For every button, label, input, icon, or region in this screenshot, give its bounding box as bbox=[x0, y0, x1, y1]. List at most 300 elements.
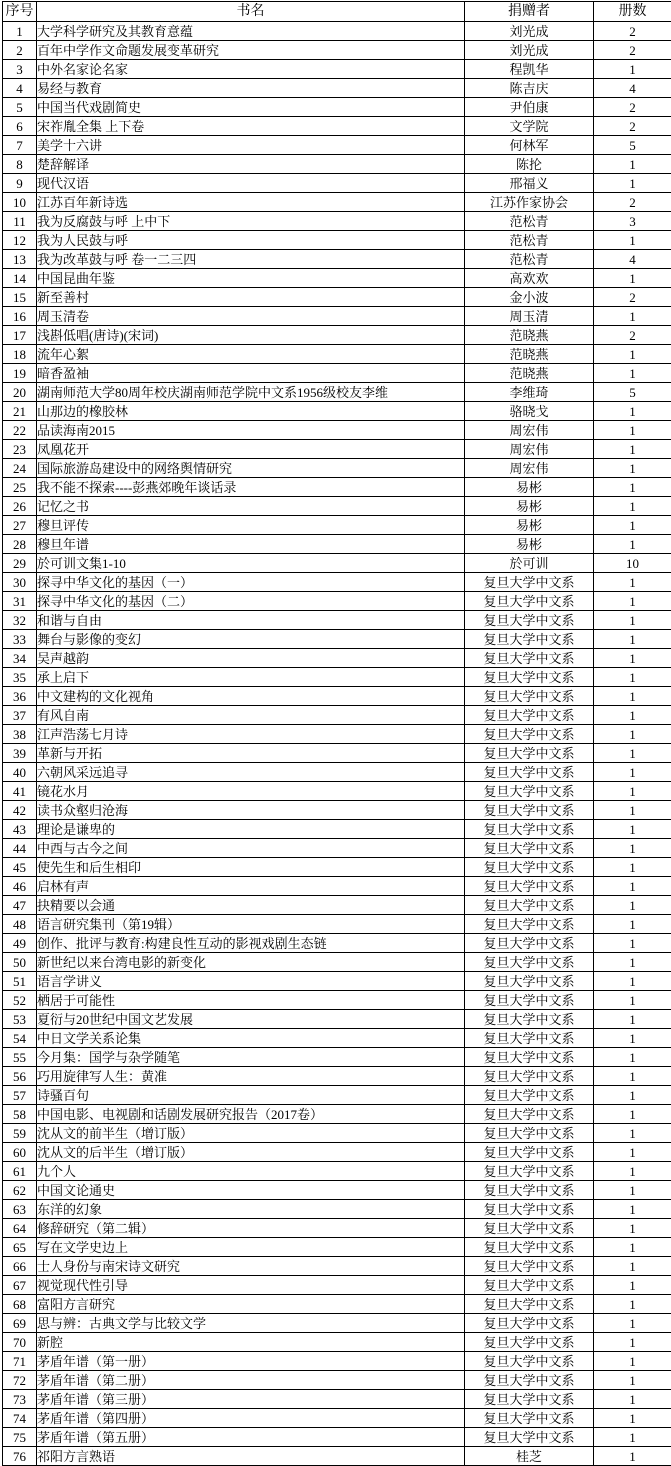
table-row bbox=[3, 1447, 671, 1466]
table-row bbox=[3, 1352, 671, 1371]
cell-serial: 58 bbox=[3, 1105, 37, 1124]
cell-donor: 复旦大学中文系 bbox=[465, 668, 594, 687]
table-row bbox=[3, 1086, 671, 1105]
cell-title: 易经与教育 bbox=[37, 79, 465, 98]
cell-count: 1 bbox=[594, 1124, 671, 1143]
table-row bbox=[3, 554, 671, 573]
cell-count: 5 bbox=[594, 136, 671, 155]
table-row bbox=[3, 1048, 671, 1067]
cell-serial: 27 bbox=[3, 516, 37, 535]
cell-serial: 59 bbox=[3, 1124, 37, 1143]
cell-serial: 51 bbox=[3, 972, 37, 991]
cell-donor: 李维琦 bbox=[465, 383, 594, 402]
cell-count: 1 bbox=[594, 1352, 671, 1371]
table-row bbox=[3, 288, 671, 307]
table-row bbox=[3, 117, 671, 136]
table-row bbox=[3, 478, 671, 497]
cell-title: 栖居于可能性 bbox=[37, 991, 465, 1010]
cell-count: 1 bbox=[594, 1257, 671, 1276]
cell-donor: 复旦大学中文系 bbox=[465, 1105, 594, 1124]
cell-serial: 19 bbox=[3, 364, 37, 383]
cell-donor: 江苏作家协会 bbox=[465, 193, 594, 212]
cell-serial: 25 bbox=[3, 478, 37, 497]
cell-count: 1 bbox=[594, 1390, 671, 1409]
cell-count: 1 bbox=[594, 1295, 671, 1314]
cell-title: 茅盾年谱（第四册） bbox=[37, 1409, 465, 1428]
table-row bbox=[3, 877, 671, 896]
table-row bbox=[3, 1143, 671, 1162]
cell-serial: 63 bbox=[3, 1200, 37, 1219]
table-row bbox=[3, 79, 671, 98]
cell-title: 大学科学研究及其教育意蕴 bbox=[37, 22, 465, 41]
cell-donor: 金小波 bbox=[465, 288, 594, 307]
cell-title: 茅盾年谱（第三册） bbox=[37, 1390, 465, 1409]
cell-serial: 10 bbox=[3, 193, 37, 212]
cell-donor: 范晓燕 bbox=[465, 364, 594, 383]
table-row bbox=[3, 896, 671, 915]
cell-title: 创作、批评与教育:构建良性互动的影视戏剧生态链 bbox=[37, 934, 465, 953]
cell-count: 1 bbox=[594, 345, 671, 364]
table-row bbox=[3, 1200, 671, 1219]
cell-donor: 复旦大学中文系 bbox=[465, 592, 594, 611]
cell-count: 1 bbox=[594, 1428, 671, 1447]
cell-title: 祁阳方言熟语 bbox=[37, 1447, 465, 1466]
cell-title: 我为反腐鼓与呼 上中下 bbox=[37, 212, 465, 231]
cell-donor: 程凯华 bbox=[465, 60, 594, 79]
cell-serial: 68 bbox=[3, 1295, 37, 1314]
cell-count: 1 bbox=[594, 820, 671, 839]
cell-title: 流年心絮 bbox=[37, 345, 465, 364]
cell-serial: 3 bbox=[3, 60, 37, 79]
cell-serial: 72 bbox=[3, 1371, 37, 1390]
cell-donor: 周玉清 bbox=[465, 307, 594, 326]
cell-serial: 32 bbox=[3, 611, 37, 630]
table-row bbox=[3, 231, 671, 250]
cell-count: 5 bbox=[594, 383, 671, 402]
cell-title: 思与辨：古典文学与比较文学 bbox=[37, 1314, 465, 1333]
cell-title: 江苏百年新诗选 bbox=[37, 193, 465, 212]
header-row bbox=[3, 2, 671, 22]
cell-donor: 尹伯康 bbox=[465, 98, 594, 117]
cell-title: 探寻中华文化的基因（二） bbox=[37, 592, 465, 611]
cell-title: 我为人民鼓与呼 bbox=[37, 231, 465, 250]
cell-donor: 复旦大学中文系 bbox=[465, 649, 594, 668]
table-row bbox=[3, 155, 671, 174]
table-row bbox=[3, 801, 671, 820]
table-row bbox=[3, 1067, 671, 1086]
table-row bbox=[3, 250, 671, 269]
cell-donor: 复旦大学中文系 bbox=[465, 1352, 594, 1371]
cell-count: 2 bbox=[594, 193, 671, 212]
cell-title: 我为改革鼓与呼 卷一二三四 bbox=[37, 250, 465, 269]
cell-serial: 76 bbox=[3, 1447, 37, 1466]
table-row bbox=[3, 535, 671, 554]
cell-donor: 陈吉庆 bbox=[465, 79, 594, 98]
cell-serial: 33 bbox=[3, 630, 37, 649]
cell-title: 沈从文的前半生（增订版） bbox=[37, 1124, 465, 1143]
table-row bbox=[3, 497, 671, 516]
cell-count: 1 bbox=[594, 1409, 671, 1428]
table-row bbox=[3, 1428, 671, 1447]
cell-serial: 7 bbox=[3, 136, 37, 155]
table-row bbox=[3, 98, 671, 117]
cell-serial: 56 bbox=[3, 1067, 37, 1086]
cell-donor: 复旦大学中文系 bbox=[465, 1010, 594, 1029]
cell-title: 语言学讲义 bbox=[37, 972, 465, 991]
cell-count: 1 bbox=[594, 744, 671, 763]
cell-donor: 周宏伟 bbox=[465, 440, 594, 459]
cell-count: 1 bbox=[594, 1447, 671, 1466]
cell-count: 1 bbox=[594, 1048, 671, 1067]
cell-count: 1 bbox=[594, 1219, 671, 1238]
table-row bbox=[3, 934, 671, 953]
cell-donor: 复旦大学中文系 bbox=[465, 1124, 594, 1143]
cell-donor: 复旦大学中文系 bbox=[465, 1257, 594, 1276]
cell-serial: 48 bbox=[3, 915, 37, 934]
table-row bbox=[3, 22, 671, 41]
cell-count: 2 bbox=[594, 98, 671, 117]
cell-title: 承上启下 bbox=[37, 668, 465, 687]
cell-donor: 复旦大学中文系 bbox=[465, 1162, 594, 1181]
cell-serial: 61 bbox=[3, 1162, 37, 1181]
cell-title: 启林有声 bbox=[37, 877, 465, 896]
cell-count: 1 bbox=[594, 706, 671, 725]
table-row bbox=[3, 687, 671, 706]
cell-count: 1 bbox=[594, 858, 671, 877]
cell-count: 1 bbox=[594, 1371, 671, 1390]
cell-count: 10 bbox=[594, 554, 671, 573]
cell-count: 1 bbox=[594, 497, 671, 516]
cell-donor: 高欢欢 bbox=[465, 269, 594, 288]
cell-donor: 复旦大学中文系 bbox=[465, 573, 594, 592]
cell-count: 1 bbox=[594, 763, 671, 782]
cell-title: 语言研究集刊（第19辑） bbox=[37, 915, 465, 934]
cell-count: 1 bbox=[594, 516, 671, 535]
table-row bbox=[3, 60, 671, 79]
table-row bbox=[3, 383, 671, 402]
cell-serial: 15 bbox=[3, 288, 37, 307]
header-donor: 捐赠者 bbox=[465, 2, 594, 22]
cell-donor: 复旦大学中文系 bbox=[465, 1067, 594, 1086]
cell-donor: 复旦大学中文系 bbox=[465, 1428, 594, 1447]
table-row bbox=[3, 972, 671, 991]
table-row bbox=[3, 1333, 671, 1352]
cell-donor: 复旦大学中文系 bbox=[465, 1295, 594, 1314]
cell-title: 中国电影、电视剧和话剧发展研究报告（2017卷） bbox=[37, 1105, 465, 1124]
cell-count: 2 bbox=[594, 326, 671, 345]
cell-serial: 20 bbox=[3, 383, 37, 402]
cell-serial: 52 bbox=[3, 991, 37, 1010]
cell-donor: 骆晓戈 bbox=[465, 402, 594, 421]
cell-count: 1 bbox=[594, 1162, 671, 1181]
cell-title: 舞台与影像的变幻 bbox=[37, 630, 465, 649]
cell-donor: 复旦大学中文系 bbox=[465, 972, 594, 991]
cell-title: 穆旦年谱 bbox=[37, 535, 465, 554]
cell-count: 1 bbox=[594, 896, 671, 915]
cell-serial: 13 bbox=[3, 250, 37, 269]
cell-count: 1 bbox=[594, 1276, 671, 1295]
cell-count: 4 bbox=[594, 79, 671, 98]
table-row bbox=[3, 573, 671, 592]
cell-count: 1 bbox=[594, 725, 671, 744]
cell-count: 1 bbox=[594, 402, 671, 421]
cell-serial: 70 bbox=[3, 1333, 37, 1352]
cell-title: 楚辞解译 bbox=[37, 155, 465, 174]
cell-serial: 53 bbox=[3, 1010, 37, 1029]
cell-title: 暗香盈袖 bbox=[37, 364, 465, 383]
cell-title: 百年中学作文命题发展变革研究 bbox=[37, 41, 465, 60]
cell-title: 记忆之书 bbox=[37, 497, 465, 516]
table-row bbox=[3, 1181, 671, 1200]
table-row bbox=[3, 1314, 671, 1333]
cell-donor: 复旦大学中文系 bbox=[465, 725, 594, 744]
cell-count: 1 bbox=[594, 649, 671, 668]
cell-title: 使先生和后生相印 bbox=[37, 858, 465, 877]
cell-title: 茅盾年谱（第一册） bbox=[37, 1352, 465, 1371]
table-row bbox=[3, 364, 671, 383]
cell-title: 巧用旋律写人生：黄准 bbox=[37, 1067, 465, 1086]
cell-count: 1 bbox=[594, 155, 671, 174]
cell-donor: 易彬 bbox=[465, 478, 594, 497]
cell-count: 1 bbox=[594, 1181, 671, 1200]
cell-title: 东洋的幻象 bbox=[37, 1200, 465, 1219]
cell-serial: 38 bbox=[3, 725, 37, 744]
cell-title: 美学十六讲 bbox=[37, 136, 465, 155]
cell-count: 1 bbox=[594, 1029, 671, 1048]
cell-donor: 复旦大学中文系 bbox=[465, 896, 594, 915]
cell-count: 1 bbox=[594, 1333, 671, 1352]
cell-count: 1 bbox=[594, 934, 671, 953]
cell-title: 中国当代戏剧简史 bbox=[37, 98, 465, 117]
cell-serial: 36 bbox=[3, 687, 37, 706]
table-row bbox=[3, 1371, 671, 1390]
table-row bbox=[3, 174, 671, 193]
cell-count: 2 bbox=[594, 22, 671, 41]
cell-title: 穆旦评传 bbox=[37, 516, 465, 535]
cell-count: 2 bbox=[594, 288, 671, 307]
cell-serial: 35 bbox=[3, 668, 37, 687]
table-row bbox=[3, 1124, 671, 1143]
cell-serial: 18 bbox=[3, 345, 37, 364]
table-row bbox=[3, 991, 671, 1010]
cell-title: 中文建构的文化视角 bbox=[37, 687, 465, 706]
cell-serial: 29 bbox=[3, 554, 37, 573]
header-count: 册数 bbox=[594, 2, 671, 22]
donated-books-table bbox=[2, 1, 671, 1466]
cell-count: 1 bbox=[594, 364, 671, 383]
table-row bbox=[3, 440, 671, 459]
cell-donor: 范松青 bbox=[465, 250, 594, 269]
cell-serial: 39 bbox=[3, 744, 37, 763]
cell-donor: 於可训 bbox=[465, 554, 594, 573]
cell-donor: 周宏伟 bbox=[465, 459, 594, 478]
cell-serial: 57 bbox=[3, 1086, 37, 1105]
cell-donor: 复旦大学中文系 bbox=[465, 953, 594, 972]
cell-donor: 复旦大学中文系 bbox=[465, 801, 594, 820]
cell-donor: 复旦大学中文系 bbox=[465, 934, 594, 953]
table-row bbox=[3, 1162, 671, 1181]
cell-serial: 40 bbox=[3, 763, 37, 782]
table-row bbox=[3, 1390, 671, 1409]
cell-serial: 49 bbox=[3, 934, 37, 953]
cell-serial: 1 bbox=[3, 22, 37, 41]
cell-title: 於可训文集1-10 bbox=[37, 554, 465, 573]
cell-title: 中西与古今之间 bbox=[37, 839, 465, 858]
cell-title: 九个人 bbox=[37, 1162, 465, 1181]
cell-serial: 44 bbox=[3, 839, 37, 858]
cell-title: 浅斟低唱(唐诗)(宋词) bbox=[37, 326, 465, 345]
cell-title: 镜花水月 bbox=[37, 782, 465, 801]
cell-serial: 65 bbox=[3, 1238, 37, 1257]
cell-donor: 复旦大学中文系 bbox=[465, 744, 594, 763]
cell-title: 视觉现代性引导 bbox=[37, 1276, 465, 1295]
cell-serial: 31 bbox=[3, 592, 37, 611]
table-row bbox=[3, 1295, 671, 1314]
cell-title: 诗骚百句 bbox=[37, 1086, 465, 1105]
cell-serial: 60 bbox=[3, 1143, 37, 1162]
cell-serial: 66 bbox=[3, 1257, 37, 1276]
cell-serial: 54 bbox=[3, 1029, 37, 1048]
cell-title: 新腔 bbox=[37, 1333, 465, 1352]
cell-title: 中国文论通史 bbox=[37, 1181, 465, 1200]
cell-title: 六朝风采远追寻 bbox=[37, 763, 465, 782]
table-row bbox=[3, 725, 671, 744]
cell-count: 1 bbox=[594, 1238, 671, 1257]
table-row bbox=[3, 706, 671, 725]
cell-title: 读书众壑归沧海 bbox=[37, 801, 465, 820]
table-row bbox=[3, 516, 671, 535]
cell-serial: 45 bbox=[3, 858, 37, 877]
cell-serial: 22 bbox=[3, 421, 37, 440]
cell-title: 探寻中华文化的基因（一） bbox=[37, 573, 465, 592]
table-row bbox=[3, 307, 671, 326]
cell-title: 富阳方言研究 bbox=[37, 1295, 465, 1314]
cell-donor: 复旦大学中文系 bbox=[465, 1409, 594, 1428]
table-body bbox=[3, 22, 671, 1466]
cell-donor: 复旦大学中文系 bbox=[465, 915, 594, 934]
table-row bbox=[3, 763, 671, 782]
cell-serial: 26 bbox=[3, 497, 37, 516]
cell-serial: 21 bbox=[3, 402, 37, 421]
cell-serial: 69 bbox=[3, 1314, 37, 1333]
cell-count: 1 bbox=[594, 535, 671, 554]
cell-count: 4 bbox=[594, 250, 671, 269]
cell-donor: 复旦大学中文系 bbox=[465, 1390, 594, 1409]
cell-count: 1 bbox=[594, 174, 671, 193]
table-row bbox=[3, 402, 671, 421]
cell-count: 1 bbox=[594, 478, 671, 497]
cell-serial: 75 bbox=[3, 1428, 37, 1447]
cell-count: 3 bbox=[594, 212, 671, 231]
cell-title: 茅盾年谱（第二册） bbox=[37, 1371, 465, 1390]
cell-serial: 2 bbox=[3, 41, 37, 60]
cell-count: 1 bbox=[594, 440, 671, 459]
cell-count: 1 bbox=[594, 991, 671, 1010]
cell-donor: 范松青 bbox=[465, 212, 594, 231]
table-row bbox=[3, 820, 671, 839]
cell-count: 2 bbox=[594, 41, 671, 60]
cell-title: 修辞研究（第二辑） bbox=[37, 1219, 465, 1238]
cell-serial: 71 bbox=[3, 1352, 37, 1371]
cell-serial: 8 bbox=[3, 155, 37, 174]
cell-count: 1 bbox=[594, 231, 671, 250]
cell-donor: 复旦大学中文系 bbox=[465, 782, 594, 801]
cell-count: 1 bbox=[594, 459, 671, 478]
cell-donor: 刘光成 bbox=[465, 41, 594, 60]
cell-serial: 4 bbox=[3, 79, 37, 98]
cell-count: 1 bbox=[594, 307, 671, 326]
cell-serial: 16 bbox=[3, 307, 37, 326]
cell-donor: 复旦大学中文系 bbox=[465, 839, 594, 858]
cell-count: 1 bbox=[594, 972, 671, 991]
cell-count: 1 bbox=[594, 801, 671, 820]
table-row bbox=[3, 649, 671, 668]
cell-title: 周玉清卷 bbox=[37, 307, 465, 326]
table-row bbox=[3, 193, 671, 212]
table-row bbox=[3, 269, 671, 288]
cell-donor: 何林军 bbox=[465, 136, 594, 155]
cell-donor: 复旦大学中文系 bbox=[465, 611, 594, 630]
cell-count: 1 bbox=[594, 60, 671, 79]
cell-donor: 陈抡 bbox=[465, 155, 594, 174]
table-row bbox=[3, 1409, 671, 1428]
cell-serial: 5 bbox=[3, 98, 37, 117]
cell-title: 新至善村 bbox=[37, 288, 465, 307]
cell-count: 1 bbox=[594, 1314, 671, 1333]
table-row bbox=[3, 611, 671, 630]
table-row bbox=[3, 592, 671, 611]
cell-donor: 复旦大学中文系 bbox=[465, 820, 594, 839]
cell-serial: 9 bbox=[3, 174, 37, 193]
cell-title: 理论是谦卑的 bbox=[37, 820, 465, 839]
cell-title: 我不能不探索----彭燕郊晚年谈话录 bbox=[37, 478, 465, 497]
cell-title: 吴声越韵 bbox=[37, 649, 465, 668]
cell-title: 今月集：国学与杂学随笔 bbox=[37, 1048, 465, 1067]
cell-donor: 桂芝 bbox=[465, 1447, 594, 1466]
table-row bbox=[3, 630, 671, 649]
cell-serial: 12 bbox=[3, 231, 37, 250]
cell-count: 1 bbox=[594, 1105, 671, 1124]
cell-title: 中外名家论名家 bbox=[37, 60, 465, 79]
cell-donor: 复旦大学中文系 bbox=[465, 1086, 594, 1105]
cell-title: 抉精要以会通 bbox=[37, 896, 465, 915]
table-row bbox=[3, 839, 671, 858]
table-row bbox=[3, 212, 671, 231]
cell-count: 1 bbox=[594, 1200, 671, 1219]
table-row bbox=[3, 1029, 671, 1048]
cell-donor: 文学院 bbox=[465, 117, 594, 136]
table-row bbox=[3, 782, 671, 801]
cell-donor: 易彬 bbox=[465, 516, 594, 535]
cell-serial: 30 bbox=[3, 573, 37, 592]
cell-serial: 42 bbox=[3, 801, 37, 820]
cell-serial: 23 bbox=[3, 440, 37, 459]
cell-title: 山那边的橡胶林 bbox=[37, 402, 465, 421]
cell-donor: 复旦大学中文系 bbox=[465, 1333, 594, 1352]
cell-title: 新世纪以来台湾电影的新变化 bbox=[37, 953, 465, 972]
cell-title: 国际旅游岛建设中的网络舆情研究 bbox=[37, 459, 465, 478]
cell-count: 1 bbox=[594, 611, 671, 630]
table-row bbox=[3, 953, 671, 972]
cell-title: 茅盾年谱（第五册） bbox=[37, 1428, 465, 1447]
cell-serial: 43 bbox=[3, 820, 37, 839]
cell-donor: 复旦大学中文系 bbox=[465, 1143, 594, 1162]
cell-donor: 复旦大学中文系 bbox=[465, 1181, 594, 1200]
cell-donor: 复旦大学中文系 bbox=[465, 1276, 594, 1295]
cell-serial: 47 bbox=[3, 896, 37, 915]
table-row bbox=[3, 345, 671, 364]
cell-donor: 易彬 bbox=[465, 497, 594, 516]
